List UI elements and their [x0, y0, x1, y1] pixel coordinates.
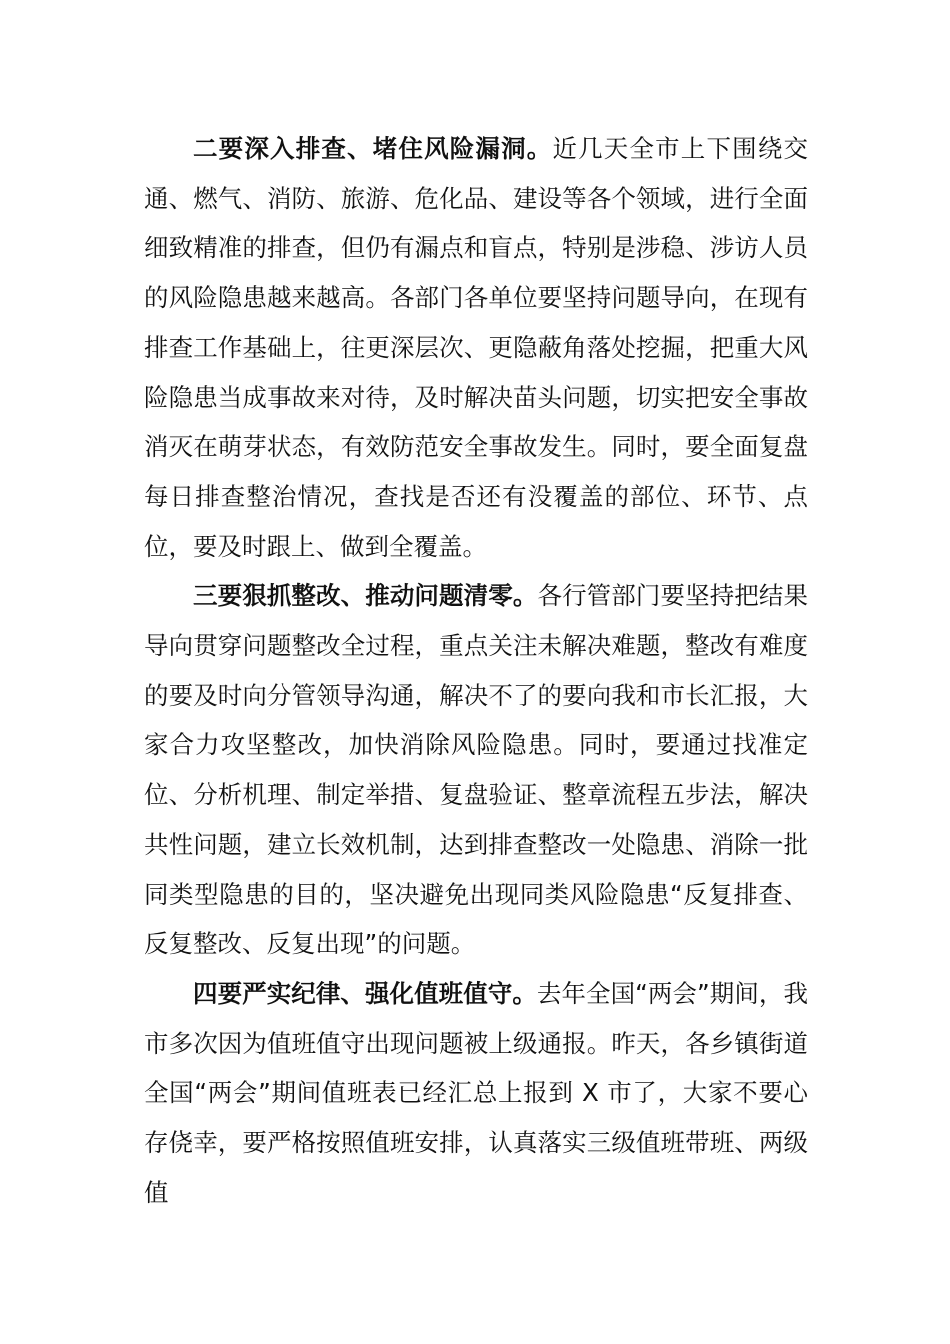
paragraph-3: [144, 571, 808, 969]
document-body: [144, 124, 808, 1217]
paragraph-3-text: 各行管部门要坚持把结果导向贯穿问题整改全过程，重点关注未解决难题，整改有难度的要及时向分管领导沟通，解决不了的要向我和市长汇报，大家合力攻坚整改，加快消除风险隐患。同时，要通过找准定位、分析机理、制定举措、复盘验证、整章流程五步法，解决共性问题，建立长效机制，达到排查整改一处隐患、消除一批同类型隐患的目的，坚决避免出现同类风险隐患“反复排查、反复整改、反复出现”的问题。: [144, 581, 809, 959]
paragraph-3-heading: 三要狠抓整改、推动问题清零。: [193, 581, 538, 611]
paragraph-2-heading: 二要深入排查、堵住风险漏洞。: [193, 134, 553, 163]
paragraph-2-text: 近几天全市上下围绕交通、燃气、消防、旅游、危化品、建设等各个领域，进行全面细致精准的排查，但仍有漏点和盲点，特别是涉稳、涉访人员的风险隐患越来越高。各部门各单位要坚持问题导向，在现有排查工作基础上，往更深层次、更隐蔽角落处挖掘，把重大风险隐患当成事故来对待，及时解决苗头问题，切实把安全事故消灭在萌芽状态，有效防范安全事故发生。同时，要全面复盘每日排查整治情况，查找是否还有没覆盖的部位、环节、点位，要及时跟上、做到全覆盖。: [144, 134, 809, 561]
paragraph-4: [144, 969, 808, 1218]
paragraph-4-text: 去年全国“两会”期间，我市多次因为值班值守出现问题被上级通报。昨天，各乡镇街道全国“两会”期间值班表已经汇总上报到 X 市了，大家不要心存侥幸，要严格按照值班安排，认真落实三级值班带班、两级值: [144, 978, 808, 1207]
paragraph-4-heading: 四要严实纪律、强化值班值守。: [193, 978, 537, 1008]
paragraph-2: [144, 124, 808, 571]
